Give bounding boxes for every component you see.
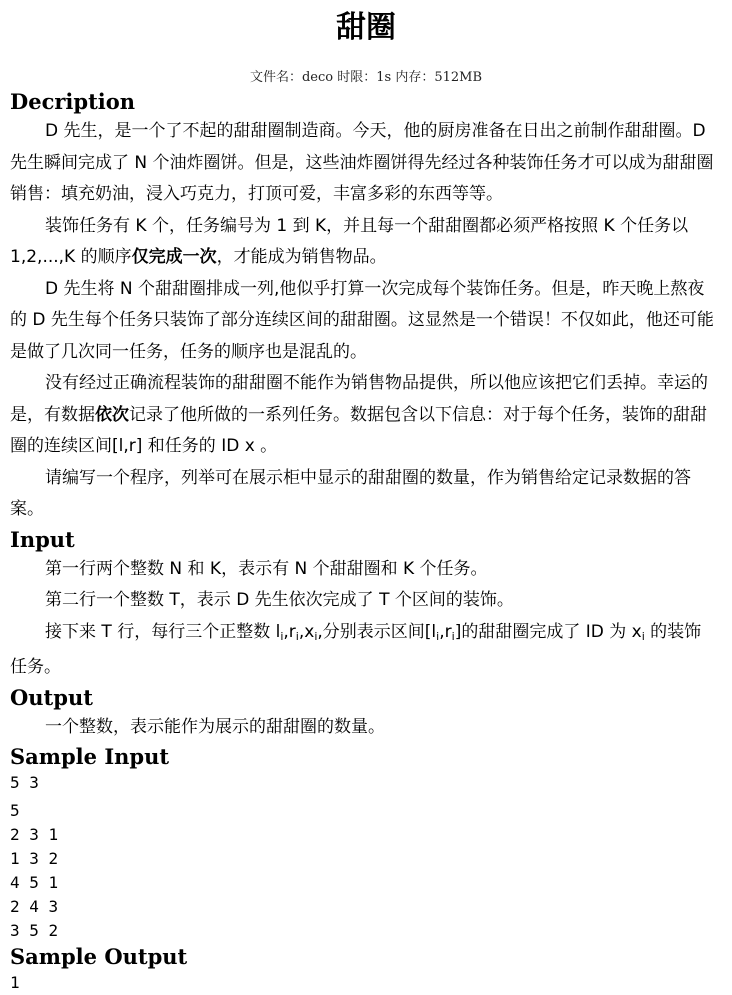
input-p3-text-a: 接下来 T 行，每行三个正整数 l bbox=[45, 621, 281, 642]
subscript-i: i bbox=[451, 629, 455, 643]
subscript-i: i bbox=[436, 629, 440, 643]
description-paragraph-1: D 先生，是一个了不起的甜甜圈制造商。今天，他的厨房准备在日出之前制作甜甜圈。D 先生瞬间完成了 N 个油炸圈饼。但是，这些油炸圈饼得先经过各种装饰任务才可以成为甜甜圈销售：填充奶油，浸入巧克力，打顶可爱，丰富多彩的东西等等。 bbox=[10, 121, 714, 204]
subscript-i: i bbox=[280, 629, 284, 643]
subscript-i: i bbox=[295, 629, 299, 643]
input-p3-text-c: ,x bbox=[298, 621, 315, 642]
input-paragraph-2: 第二行一个整数 T，表示 D 先生依次完成了 T 个区间的装饰。 bbox=[45, 590, 514, 610]
input-section bbox=[0, 526, 732, 684]
description-p2-text-b: ，才能成为销售物品。 bbox=[216, 247, 387, 267]
description-section bbox=[0, 88, 732, 526]
output-paragraph-1: 一个整数，表示能作为展示的甜甜圈的数量。 bbox=[45, 716, 385, 737]
description-p4-text-a: 没有经过正确流程装饰的甜甜圈不能作为销售物品提供，所以他应该把它们丢掉。幸运的是，有数据 bbox=[10, 373, 708, 425]
sample-output-line: 1 bbox=[10, 973, 20, 992]
sample-input-line: 1 3 2 bbox=[10, 849, 59, 868]
description-paragraph-4 bbox=[10, 368, 718, 463]
page-title: 甜圈 bbox=[336, 10, 396, 45]
sample-input-section bbox=[0, 743, 732, 943]
problem-meta: 文件名：deco 时限：1s 内存：512MB bbox=[249, 70, 482, 85]
sample-input-heading: Sample Input bbox=[10, 744, 170, 769]
input-p3-text-d: ,分别表示区间[l bbox=[317, 621, 437, 642]
description-p4-emphasis: 依次 bbox=[95, 404, 129, 425]
description-paragraph-5: 请编写一个程序，列举可在展示柜中显示的甜甜圈的数量，作为销售给定记录数据的答案。 bbox=[10, 467, 691, 519]
subscript-i: i bbox=[314, 629, 318, 643]
sample-input-line: 5 3 bbox=[10, 773, 39, 792]
sample-input-line: 5 bbox=[10, 801, 20, 820]
input-p3-text-g: 的装饰任务。 bbox=[10, 621, 702, 677]
input-p3-text-f: ]的甜甜圈完成了 ID 为 x bbox=[454, 621, 642, 642]
description-p2-text-a: 装饰任务有 K 个，任务编号为 1 到 K，并且每一个甜甜圈都必须严格按照 K 个任务以 1,2,...,K 的顺序 bbox=[10, 215, 689, 267]
description-paragraph-3: D 先生将 N 个甜甜圈排成一列,他似乎打算一次完成每个装饰任务。但是，昨天晚上熬夜的 D 先生每个任务只装饰了部分连续区间的甜甜圈。这显然是一个错误！不仅如此，他还可能是做了几次同一任务，任务的顺序也是混乱的。 bbox=[10, 278, 714, 362]
sample-input-line: 2 4 3 bbox=[10, 897, 59, 916]
description-p2-emphasis: 仅完成一次 bbox=[131, 247, 217, 267]
output-section bbox=[0, 684, 732, 744]
sample-output-heading: Sample Output bbox=[10, 944, 188, 969]
subscript-i: i bbox=[641, 629, 645, 643]
description-paragraph-2 bbox=[10, 211, 718, 274]
input-paragraph-1: 第一行两个整数 N 和 K，表示有 N 个甜甜圈和 K 个任务。 bbox=[45, 558, 488, 579]
sample-output-section bbox=[0, 943, 732, 995]
sample-input-line: 2 3 1 bbox=[10, 825, 59, 844]
sample-input-line: 4 5 1 bbox=[10, 873, 59, 892]
input-heading: Input bbox=[10, 526, 75, 552]
description-p4-text-b: 记录了他所做的一系列任务。数据包含以下信息：对于每个任务，装饰的甜甜圈的连续区间[l,r] 和任务的 ID x 。 bbox=[10, 404, 707, 456]
input-p3-text-b: ,r bbox=[283, 621, 296, 642]
sample-input-line: 3 5 2 bbox=[10, 921, 59, 940]
description-heading: Decription bbox=[10, 89, 136, 114]
input-paragraph-3 bbox=[10, 617, 718, 684]
output-heading: Output bbox=[10, 684, 93, 710]
input-p3-text-e: ,r bbox=[439, 621, 452, 642]
